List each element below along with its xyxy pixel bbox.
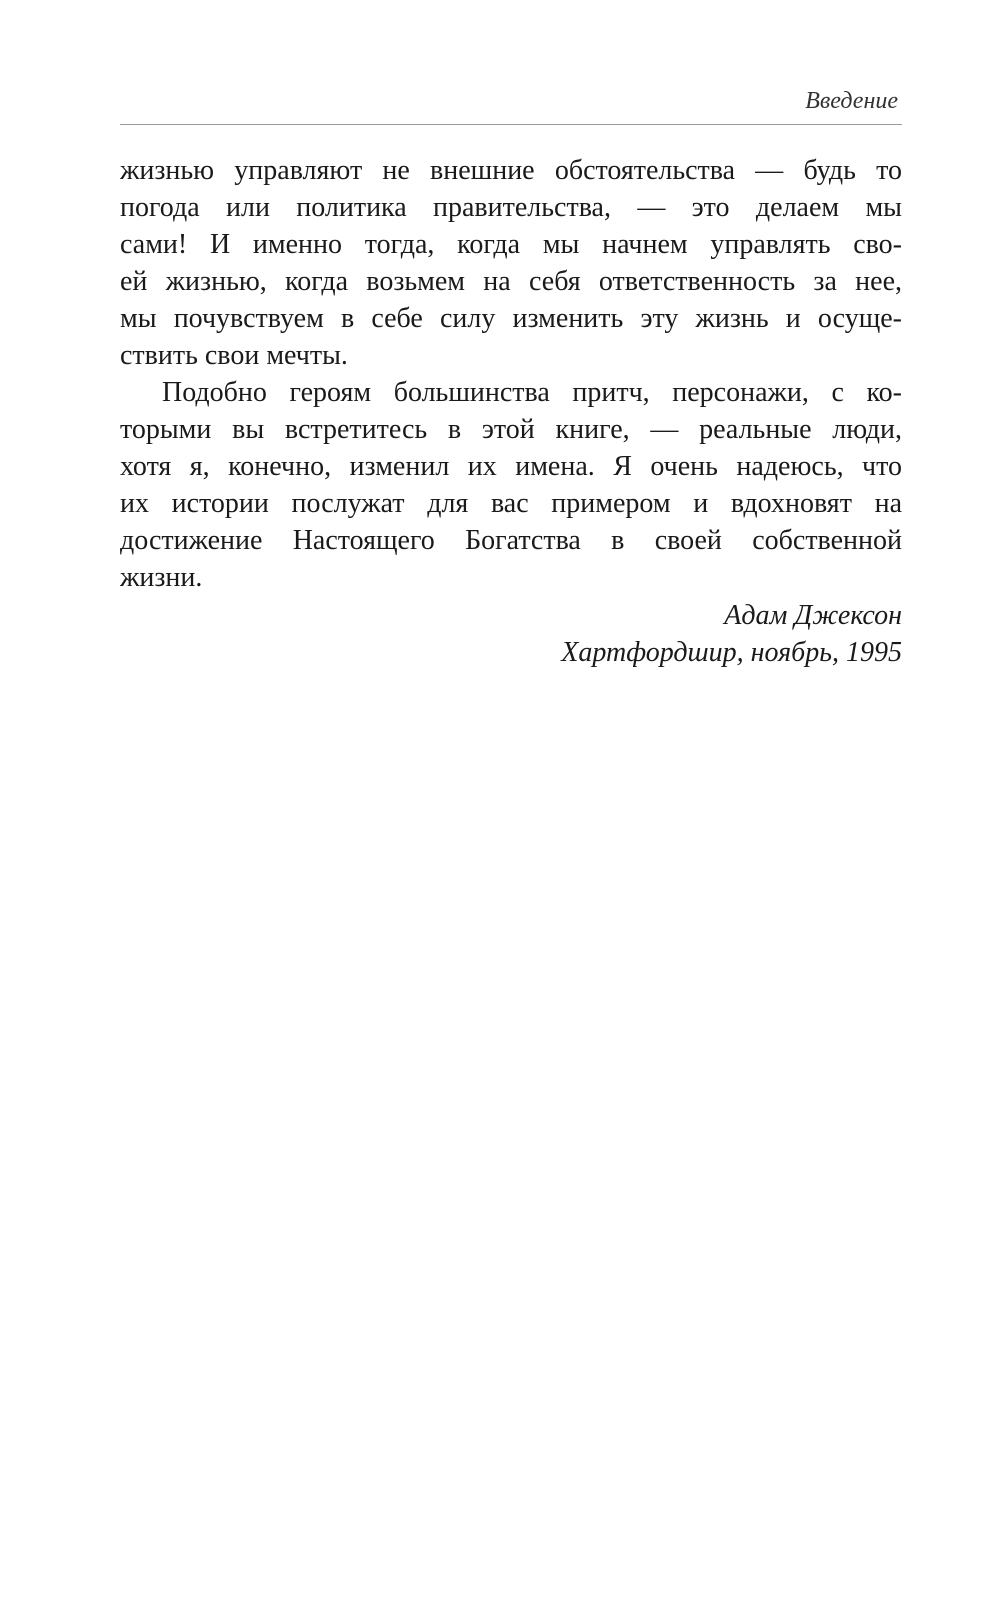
chapter-title: Введение <box>805 88 898 114</box>
text-line: торыми вы встретитесь в этой книге, — реальные люди, <box>120 414 902 445</box>
text-line: ствить свои мечты. <box>120 340 348 371</box>
running-head <box>120 86 902 125</box>
paragraph-2 <box>120 374 902 596</box>
body-text <box>120 152 902 596</box>
paragraph-1 <box>120 152 902 374</box>
text-line: Подобно героям большинства притч, персонажи, с ко- <box>162 377 902 408</box>
text-line: жизни. <box>120 562 203 593</box>
text-line: жизнью управляют не внешние обстоятельства — будь то <box>120 155 902 186</box>
signature <box>561 597 902 671</box>
place-date: Хартфордшир, ноябрь, 1995 <box>561 637 902 668</box>
text-line: мы почувствуем в себе силу изменить эту жизнь и осуще- <box>120 303 902 334</box>
text-line: погода или политика правительства, — это делаем мы <box>120 192 902 223</box>
text-line: их истории послужат для вас примером и вдохновят на <box>120 488 902 519</box>
text-line: достижение Настоящего Богатства в своей собственной <box>120 525 902 556</box>
text-line: хотя я, конечно, изменил их имена. Я очень надеюсь, что <box>120 451 902 482</box>
text-line: сами! И именно тогда, когда мы начнем управлять сво- <box>120 229 902 260</box>
text-line: ей жизнью, когда возьмем на себя ответственность за нее, <box>120 266 902 297</box>
author-name: Адам Джексон <box>724 600 902 631</box>
